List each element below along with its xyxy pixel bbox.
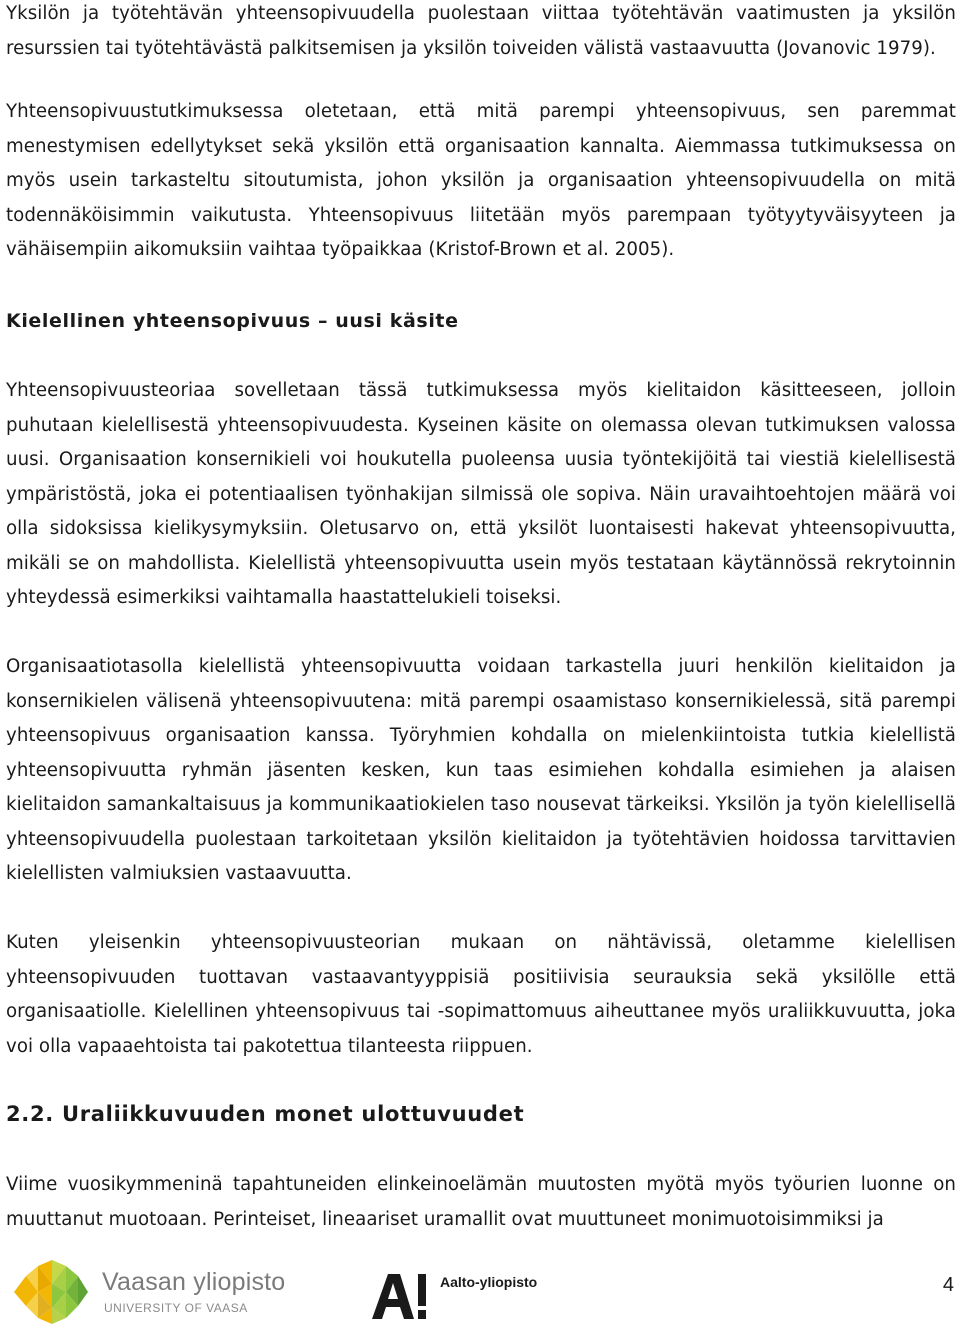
- paragraph-1: Yksilön ja työtehtävän yhteensopivuudella puolestaan viittaa työtehtävän vaatimusten ja yksilön resurssien tai työtehtävästä palkitsemisen ja yksilön toiveiden välistä vastaavuutta (Jovanovic 1979).: [6, 3, 956, 59]
- paragraph-5: Kuten yleisenkin yhteensopivuusteorian mukaan on nähtävissä, oletamme kielellisen yhteensopivuuden tuottavan vastaavantyyppisiä positiivisia seurauksia sekä yksilölle että organisaatiolle. Kielellinen yhteensopivuus tai -sopimattomuus aiheuttanee myös uraliikkuvuutta, joka voi olla vapaaehtoista tai pakotettua tilanteesta riippuen.: [6, 932, 956, 1057]
- vaasa-logo: [8, 1256, 308, 1326]
- aalto-a-exclamation-icon: [370, 1272, 430, 1320]
- paragraph-6: Viime vuosikymmeninä tapahtuneiden elinkeinoelämän muutosten myötä myös työurien luonne on muuttanut muotoaan. Perinteiset, lineaariset uramallit ovat muuttuneet monimuotoisimmiksi ja: [6, 1174, 956, 1230]
- paragraph-2: Yhteensopivuustutkimuksessa oletetaan, että mitä parempi yhteensopivuus, sen paremmat menestymisen edellytykset sekä yksilön että organisaation kannalta. Aiemmassa tutkimuksessa on myös usein tarkasteltu sitoutumista, johon yksilön ja organisaation yhteensopivuudella on mitä todennäköisimmin vaikutusta. Yhteensopivuus liitetään myös parempaan työtyytyväisyyteen ja vähäisempiin aikomuksiin vaihtaa työpaikkaa (Kristof-Brown et al. 2005).: [6, 101, 956, 260]
- paragraph-4: Organisaatiotasolla kielellistä yhteensopivuutta voidaan tarkastella juuri henkilön kielitaidon ja konsernikielen välisenä yhteensopivuutena: mitä parempi osaamistaso konsernikielessä, sitä parempi yhteensopivuus organisaation kanssa. Työryhmien kohdalla on mielenkiintoista tutkia kielellistä yhteensopivuutta ryhmän jäsenten kesken, kun taas esimiehen kohdalla esimiehen ja alaisen kielitaidon samankaltaisuus ja kommunikaatiokielen taso nousevat tärkeiksi. Yksilön ja työn kielellisellä yhteensopivuudella puolestaan tarkoitetaan yksilön kielitaidon ja työtehtävien hoidossa tarvittavien kielellisten valmiuksien vastaavuutta.: [6, 656, 956, 884]
- aalto-wordmark: Aalto-yliopisto: [440, 1274, 538, 1290]
- vaasa-wordmark: Vaasan yliopisto: [102, 1268, 286, 1296]
- page-footer: [0, 1248, 960, 1335]
- page-number: 4: [942, 1274, 954, 1296]
- paragraph-3: Yhteensopivuusteoriaa sovelletaan tässä tutkimuksessa myös kielitaidon käsitteeseen, jolloin puhutaan kielellisestä yhteensopivuudesta. Kyseinen käsite on olemassa olevan tutkimuksen valossa uusi. Organisaation konsernikieli voi houkutella puoleensa uusia työntekijöitä tai viestiä kielellisestä ympäristöstä, joka ei potentiaalisen työnhakijan silmissä ole sopiva. Näin uravaihtoehtojen määrä voi olla sidoksissa kielikysymyksiin. Oletusarvo on, että yksilöt luontaisesti hakevat yhteensopivuutta, mikäli se on mahdollista. Kielellistä yhteensopivuutta usein myös testataan käytännössä rekrytoinnin yhteydessä esimerkiksi vaihtamalla haastattelukieli toiseksi.: [6, 380, 956, 608]
- vaasa-subtitle: UNIVERSITY OF VAASA: [104, 1301, 248, 1315]
- vaasa-triangle-mosaic-icon: [8, 1256, 92, 1326]
- section-heading-uraliikkuvuus: 2.2. Uraliikkuvuuden monet ulottuvuudet: [6, 1102, 525, 1126]
- section-heading-kielellinen: Kielellinen yhteensopivuus – uusi käsite: [6, 310, 459, 332]
- aalto-logo: [370, 1272, 570, 1322]
